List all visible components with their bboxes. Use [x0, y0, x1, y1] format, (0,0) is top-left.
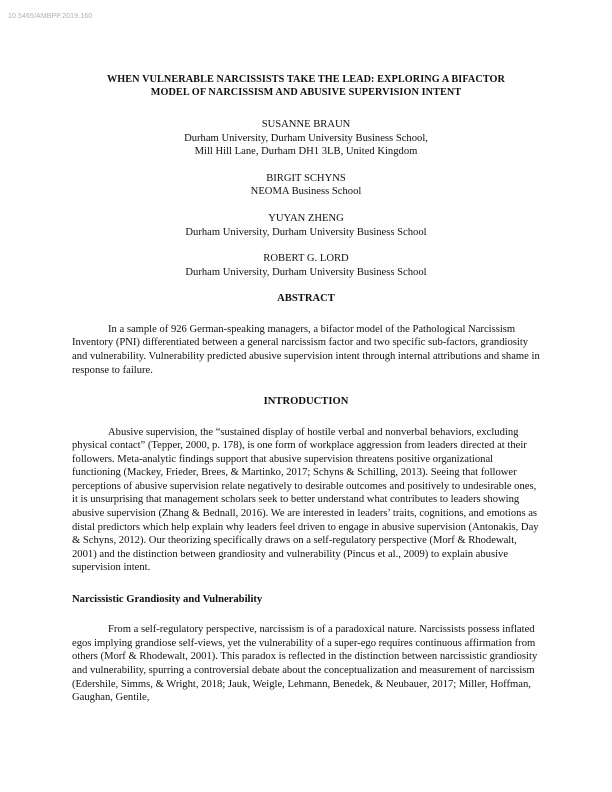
doi-watermark: 10.5465/AMBPP.2019.160 [8, 13, 93, 20]
section-text: From a self-regulatory perspective, narcissism is of a paradoxical nature. Narcissists possess inflated egos implying grandiose self-views, yet the vulnerability of a super-ego requires continuous affirmation from others (Morf & Rhodewalt, 2001). This paradox is reflected in the distinction between narcissistic grandiosity and vulnerability, spurring a controversial debate about the conceptualization and measurement of narcissism (Edershile, Simms, & Wright, 2018; Jauk, Weigle, Lehmann, Benedek, & Neubauer, 2017; Miller, Hoffman, Gaughan, Gentile, [72, 624, 538, 704]
author-name: SUSANNE BRAUN [261, 119, 351, 130]
author-name: YUYAN ZHENG [268, 212, 344, 224]
introduction-heading: INTRODUCTION [263, 396, 349, 408]
author-block [72, 172, 540, 199]
paper-title [72, 73, 540, 99]
author-affiliation: Durham University, Durham University Business School [185, 226, 427, 238]
author-affiliation: Durham University, Durham University Business School [185, 266, 427, 278]
author-block [72, 252, 540, 279]
paper-page [72, 73, 540, 705]
introduction-text: Abusive supervision, the “sustained display of hostile verbal and nonverbal behaviors, excluding physical contact” (Tepper, 2000, p. 178), is one form of workplace aggression from leaders directed at their followers. Meta-analytic findings support that abusive supervision threatens positive organizational functioning (Mackey, Frieder, Brees, & Martinko, 2017; Schyns & Schilling, 2013). Seeing that follower perceptions of abusive supervision relate negatively to desirable outcomes and positively to undesirable ones, it is unsurprising that management scholars seek to better understand what contributes to leaders showing abusive supervision (Zhang & Bednall, 2016). We are interested in leaders’ traits, cognitions, and emotions as distal predictors which help explain why leaders feel driven to engage in abusive supervision (Antonakis, Day & Schyns, 2012). Our theorizing specifically draws on a self-regulatory perspective (Morf & Rhodewalt, 2001) and the distinction between grandiosity and vulnerability (Pincus et al., 2009) to explain abusive supervision intent. [72, 426, 539, 574]
author-block [72, 118, 540, 159]
author-affiliation: NEOMA Business School [250, 186, 362, 198]
author-name: ROBERT G. LORD [263, 253, 349, 265]
author-affiliation: Durham University, Durham University Business School, [184, 132, 428, 144]
title-line-2: MODEL OF NARCISSISM AND ABUSIVE SUPERVISION INTENT [150, 87, 462, 98]
author-affiliation: Mill Hill Lane, Durham DH1 3LB, United Kingdom [194, 146, 418, 158]
title-line-1: WHEN VULNERABLE NARCISSISTS TAKE THE LEAD: EXPLORING A BIFACTOR [106, 74, 506, 85]
author-block [72, 212, 540, 239]
author-name: BIRGIT SCHYNS [266, 172, 346, 184]
author-list [72, 118, 540, 279]
section-heading: Narcissistic Grandiosity and Vulnerability [72, 593, 263, 605]
abstract-heading: ABSTRACT [277, 293, 335, 305]
abstract-text: In a sample of 926 German-speaking managers, a bifactor model of the Pathological Narcissism Inventory (PNI) differentiated between a general narcissism factor and two specific sub-factors, grandiosity and vulnerability. Vulnerability predicted abusive supervision intent through internal attributions and shame in response to failure. [72, 323, 540, 376]
